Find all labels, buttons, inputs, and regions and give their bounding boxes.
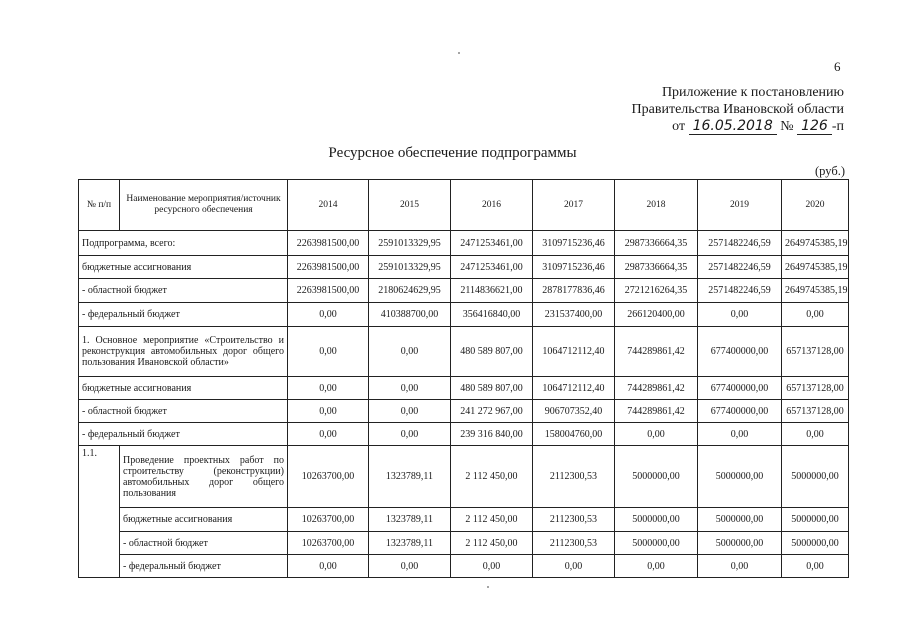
cell-value: 2721216264,35 xyxy=(615,279,698,303)
cell-value: 158004760,00 xyxy=(533,423,615,446)
table-header-row xyxy=(79,180,849,231)
appendix-number: 126 xyxy=(797,118,832,135)
cell-value: 5000000,00 xyxy=(615,532,698,555)
cell-value: 0,00 xyxy=(698,423,782,446)
cell-value: 0,00 xyxy=(369,327,451,377)
cell-value: 266120400,00 xyxy=(615,303,698,327)
header-year: 2019 xyxy=(698,180,782,231)
cell-value: 0,00 xyxy=(369,423,451,446)
row-label: Подпрограмма, всего: xyxy=(79,231,288,256)
cell-value: 0,00 xyxy=(288,327,369,377)
cell-value: 480 589 807,00 xyxy=(451,327,533,377)
cell-value: 1323789,11 xyxy=(369,446,451,508)
cell-value: 0,00 xyxy=(782,303,849,327)
page-number: 6 xyxy=(834,59,841,74)
cell-value: 2180624629,95 xyxy=(369,279,451,303)
cell-value: 0,00 xyxy=(782,423,849,446)
cell-value: 5000000,00 xyxy=(615,508,698,532)
cell-value: 2571482246,59 xyxy=(698,231,782,256)
cell-value: 5000000,00 xyxy=(782,508,849,532)
cell-value: 2649745385,19 xyxy=(782,256,849,279)
cell-value: 0,00 xyxy=(451,555,533,578)
cell-value: 5000000,00 xyxy=(615,446,698,508)
cell-value: 0,00 xyxy=(288,377,369,400)
header-year: 2015 xyxy=(369,180,451,231)
cell-value: 231537400,00 xyxy=(533,303,615,327)
cell-value: 0,00 xyxy=(369,555,451,578)
row-label: - федеральный бюджет xyxy=(79,423,288,446)
table-row xyxy=(79,377,849,400)
row-label: - федеральный бюджет xyxy=(120,555,288,578)
cell-value: 5000000,00 xyxy=(782,446,849,508)
table-row xyxy=(79,303,849,327)
cell-value: 0,00 xyxy=(288,400,369,423)
table-row xyxy=(79,532,849,555)
cell-value: 2 112 450,00 xyxy=(451,508,533,532)
cell-value: 2649745385,19 xyxy=(782,231,849,256)
cell-value: 2471253461,00 xyxy=(451,256,533,279)
appendix-suffix: -п xyxy=(831,119,844,134)
cell-value: 2987336664,35 xyxy=(615,256,698,279)
cell-value: 744289861,42 xyxy=(615,400,698,423)
header-year: 2020 xyxy=(782,180,849,231)
header-year: 2018 xyxy=(615,180,698,231)
cell-value: 2878177836,46 xyxy=(533,279,615,303)
appendix-number-sign: № xyxy=(780,119,794,134)
row-label: 1. Основное мероприятие «Строительство и реконструкция автомобильных дорог общего пользования Ивановской области» xyxy=(79,327,288,377)
cell-value: 241 272 967,00 xyxy=(451,400,533,423)
cell-value: 677400000,00 xyxy=(698,327,782,377)
cell-value: 0,00 xyxy=(533,555,615,578)
cell-value: 5000000,00 xyxy=(698,508,782,532)
cell-value: 0,00 xyxy=(615,555,698,578)
cell-value: 0,00 xyxy=(615,423,698,446)
cell-value: 0,00 xyxy=(698,555,782,578)
row-label: - федеральный бюджет xyxy=(79,303,288,327)
cell-value: 356416840,00 xyxy=(451,303,533,327)
cell-value: 2591013329,95 xyxy=(369,256,451,279)
cell-value: 2114836621,00 xyxy=(451,279,533,303)
cell-value: 677400000,00 xyxy=(698,400,782,423)
cell-value: 2471253461,00 xyxy=(451,231,533,256)
table-row xyxy=(79,555,849,578)
cell-value: 5000000,00 xyxy=(782,532,849,555)
table-row xyxy=(79,279,849,303)
cell-value: 1064712112,40 xyxy=(533,327,615,377)
cell-value: 2112300,53 xyxy=(533,532,615,555)
row-label: бюджетные ассигнования xyxy=(120,508,288,532)
table-row xyxy=(79,446,849,508)
cell-value: 744289861,42 xyxy=(615,377,698,400)
cell-value: 1064712112,40 xyxy=(533,377,615,400)
appendix-date: 16.05.2018 xyxy=(689,118,777,135)
currency-unit: (руб.) xyxy=(815,164,845,178)
cell-value: 410388700,00 xyxy=(369,303,451,327)
header-year: 2016 xyxy=(451,180,533,231)
cell-value: 2263981500,00 xyxy=(288,256,369,279)
header-year: 2014 xyxy=(288,180,369,231)
table-row xyxy=(79,327,849,377)
row-label: бюджетные ассигнования xyxy=(79,377,288,400)
header-name: Наименование мероприятия/источник ресурсного обеспечения xyxy=(120,180,288,231)
header-num: № п/п xyxy=(79,180,120,231)
cell-value: 2112300,53 xyxy=(533,446,615,508)
cell-value: 3109715236,46 xyxy=(533,231,615,256)
appendix-line-2: Правительства Ивановской области xyxy=(631,102,844,117)
cell-value: 0,00 xyxy=(698,303,782,327)
cell-value: 2263981500,00 xyxy=(288,279,369,303)
appendix-line-3 xyxy=(632,118,844,135)
table-row xyxy=(79,508,849,532)
cell-value: 0,00 xyxy=(288,423,369,446)
cell-value: 0,00 xyxy=(782,555,849,578)
cell-value: 5000000,00 xyxy=(698,532,782,555)
row-label: - областной бюджет xyxy=(79,400,288,423)
cell-value: 2649745385,19 xyxy=(782,279,849,303)
row-label: - областной бюджет xyxy=(120,532,288,555)
cell-value: 0,00 xyxy=(288,303,369,327)
cell-value: 657137128,00 xyxy=(782,400,849,423)
row-label: Проведение проектных работ по строительству (реконструкции) автомобильных дорог общего пользования xyxy=(120,446,288,508)
cell-value: 3109715236,46 xyxy=(533,256,615,279)
document-title: Ресурсное обеспечение подпрограммы xyxy=(328,145,577,161)
cell-value: 2571482246,59 xyxy=(698,279,782,303)
row-label: - областной бюджет xyxy=(79,279,288,303)
row-label: бюджетные ассигнования xyxy=(79,256,288,279)
cell-value: 10263700,00 xyxy=(288,446,369,508)
cell-value: 5000000,00 xyxy=(698,446,782,508)
table-row xyxy=(79,256,849,279)
cell-value: 1323789,11 xyxy=(369,508,451,532)
cell-value: 657137128,00 xyxy=(782,327,849,377)
appendix-prefix: от xyxy=(672,119,686,134)
cell-value: 480 589 807,00 xyxy=(451,377,533,400)
table-row xyxy=(79,231,849,256)
cell-value: 2571482246,59 xyxy=(698,256,782,279)
scan-artifact xyxy=(487,586,489,588)
cell-value: 239 316 840,00 xyxy=(451,423,533,446)
table-row xyxy=(79,400,849,423)
appendix-line-1: Приложение к постановлению xyxy=(661,85,844,100)
cell-value: 906707352,40 xyxy=(533,400,615,423)
table-row xyxy=(79,423,849,446)
resource-table xyxy=(78,179,849,578)
scan-artifact xyxy=(458,52,460,54)
cell-value: 744289861,42 xyxy=(615,327,698,377)
appendix-header xyxy=(632,84,844,135)
item-number: 1.1. xyxy=(79,446,120,578)
cell-value: 1323789,11 xyxy=(369,532,451,555)
cell-value: 10263700,00 xyxy=(288,532,369,555)
cell-value: 0,00 xyxy=(369,377,451,400)
header-year: 2017 xyxy=(533,180,615,231)
cell-value: 10263700,00 xyxy=(288,508,369,532)
cell-value: 2591013329,95 xyxy=(369,231,451,256)
cell-value: 2263981500,00 xyxy=(288,231,369,256)
cell-value: 0,00 xyxy=(288,555,369,578)
cell-value: 2112300,53 xyxy=(533,508,615,532)
cell-value: 2 112 450,00 xyxy=(451,446,533,508)
cell-value: 2 112 450,00 xyxy=(451,532,533,555)
cell-value: 677400000,00 xyxy=(698,377,782,400)
cell-value: 0,00 xyxy=(369,400,451,423)
cell-value: 657137128,00 xyxy=(782,377,849,400)
cell-value: 2987336664,35 xyxy=(615,231,698,256)
